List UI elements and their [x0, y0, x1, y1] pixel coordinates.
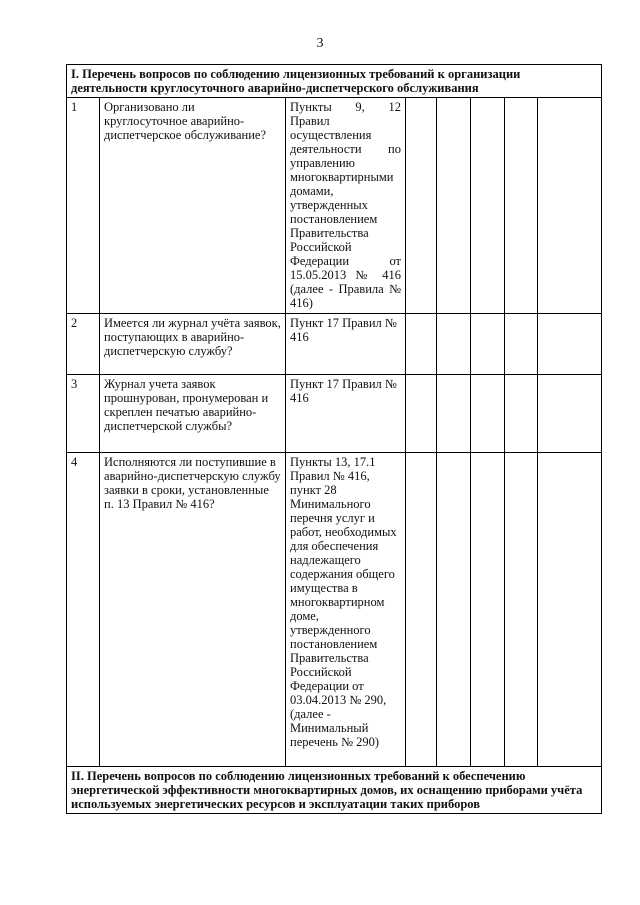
answer-cell [505, 375, 538, 453]
table-row [67, 453, 602, 767]
answer-cell [406, 453, 437, 767]
section-1-title: I. Перечень вопросов по соблюдению лицензионных требований к организации деятельности круглосуточного аварийно-диспетчерского обслуживания [67, 65, 602, 98]
row-number: 3 [67, 375, 100, 453]
question-cell: Имеется ли журнал учёта заявок, поступающих в аварийно-диспетчерскую службу? [100, 314, 286, 375]
table-row [67, 98, 602, 314]
answer-cell [471, 453, 505, 767]
answer-cell [406, 98, 437, 314]
answer-cell [471, 314, 505, 375]
row-number: 4 [67, 453, 100, 767]
reference-cell: Пункт 17 Правил № 416 [286, 314, 406, 375]
table-row [67, 375, 602, 453]
reference-cell: Пункт 17 Правил № 416 [286, 375, 406, 453]
section-2-title: II. Перечень вопросов по соблюдению лицензионных требований к обеспечению энергетической эффективности многоквартирных домов, их оснащению приборами учёта используемых энергетических ресурсов и эксплуатации таких приборов [67, 767, 602, 814]
answer-cell [437, 98, 471, 314]
comment-cell [538, 98, 602, 314]
answer-cell [471, 375, 505, 453]
section-header-row [67, 767, 602, 814]
answer-cell [437, 375, 471, 453]
answer-cell [505, 98, 538, 314]
answer-cell [505, 314, 538, 375]
comment-cell [538, 453, 602, 767]
answer-cell [406, 375, 437, 453]
answer-cell [406, 314, 437, 375]
question-cell: Журнал учета заявок прошнурован, пронумерован и скреплен печатью аварийно-диспетчерской службы? [100, 375, 286, 453]
row-number: 1 [67, 98, 100, 314]
answer-cell [437, 453, 471, 767]
answer-cell [505, 453, 538, 767]
table-row [67, 314, 602, 375]
answer-cell [471, 98, 505, 314]
row-number: 2 [67, 314, 100, 375]
section-header-row [67, 65, 602, 98]
reference-cell: Пункты 13, 17.1 Правил № 416, пункт 28 Минимального перечня услуг и работ, необходимых для обеспечения надлежащего содержания общего имущества в многоквартирном доме, утвержденного постановлением Правительства Российской Федерации от 03.04.2013 № 290, (далее - Минимальный перечень № 290) [286, 453, 406, 767]
reference-cell: Пункты 9, 12 Правил осуществления деятельности по управлению многоквартирными домами, утвержденных постановлением Правительства Российской Федерации от 15.05.2013 № 416 (далее - Правила № 416) [286, 98, 406, 314]
answer-cell [437, 314, 471, 375]
question-cell: Исполняются ли поступившие в аварийно-диспетчерскую службу заявки в сроки, установленные п. 13 Правил № 416? [100, 453, 286, 767]
page-number: 3 [316, 36, 324, 51]
question-cell: Организовано ли круглосуточное аварийно-диспетчерское обслуживание? [100, 98, 286, 314]
comment-cell [538, 375, 602, 453]
comment-cell [538, 314, 602, 375]
checklist-table [66, 64, 602, 814]
